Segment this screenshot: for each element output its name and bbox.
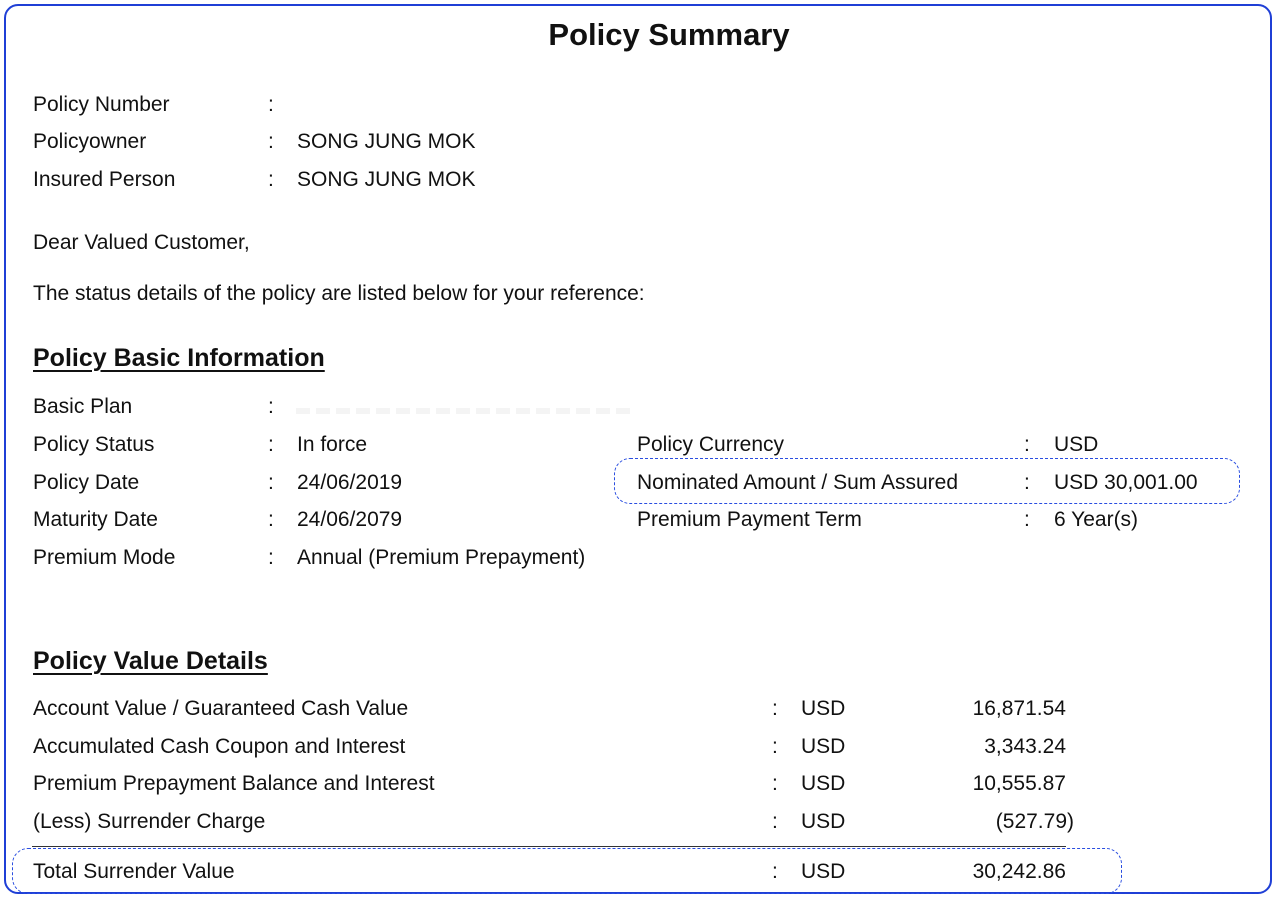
policy-currency-label: Policy Currency [637, 433, 785, 456]
cash-coupon-label: Accumulated Cash Coupon and Interest [33, 735, 406, 758]
greeting: Dear Valued Customer, [33, 231, 250, 254]
total-surrender-label: Total Surrender Value [33, 860, 235, 883]
surrender-charge-label: (Less) Surrender Charge [33, 810, 266, 833]
redacted-plan-name [296, 408, 636, 414]
policy-number-separator: : [268, 93, 274, 116]
maturity-date-value: 24/06/2079 [297, 508, 403, 531]
sum-assured-value: USD 30,001.00 [1054, 471, 1198, 494]
total-surrender-currency: USD [801, 860, 846, 883]
sum-assured-label: Nominated Amount / Sum Assured [637, 471, 958, 494]
policyowner-separator: : [268, 130, 274, 153]
basic-info-heading: Policy Basic Information [33, 344, 325, 372]
premium-payment-term-separator: : [1024, 508, 1030, 531]
cash-coupon-currency: USD [801, 735, 846, 758]
value-details-heading: Policy Value Details [33, 647, 268, 675]
cash-coupon-amount: 3,343.24 [984, 735, 1066, 758]
policy-currency-value: USD [1054, 433, 1099, 456]
intro-text: The status details of the policy are listed below for your reference: [33, 282, 645, 305]
premium-payment-term-label: Premium Payment Term [637, 508, 862, 531]
policy-date-label: Policy Date [33, 471, 140, 494]
policyowner-label: Policyowner [33, 130, 147, 153]
account-value-separator: : [772, 697, 778, 720]
account-value-amount: 16,871.54 [972, 697, 1066, 720]
basic-plan-separator: : [268, 395, 274, 418]
policy-date-separator: : [268, 471, 274, 494]
policy-status-label: Policy Status [33, 433, 155, 456]
policy-number-label: Policy Number [33, 93, 170, 116]
insured-person-value: SONG JUNG MOK [297, 168, 476, 191]
policy-currency-separator: : [1024, 433, 1030, 456]
policy-date-value: 24/06/2019 [297, 471, 403, 494]
policy-status-value: In force [297, 433, 368, 456]
surrender-charge-currency: USD [801, 810, 846, 833]
account-value-label: Account Value / Guaranteed Cash Value [33, 697, 409, 720]
premium-mode-value: Annual (Premium Prepayment) [297, 546, 586, 569]
policyowner-value: SONG JUNG MOK [297, 130, 476, 153]
page-title: Policy Summary [548, 17, 790, 52]
premium-mode-separator: : [268, 546, 274, 569]
prepayment-balance-label: Premium Prepayment Balance and Interest [33, 772, 435, 795]
cash-coupon-separator: : [772, 735, 778, 758]
policy-status-separator: : [268, 433, 274, 456]
prepayment-balance-separator: : [772, 772, 778, 795]
prepayment-balance-amount: 10,555.87 [972, 772, 1066, 795]
maturity-date-separator: : [268, 508, 274, 531]
insured-person-label: Insured Person [33, 168, 176, 191]
total-surrender-amount: 30,242.86 [972, 860, 1066, 883]
basic-plan-label: Basic Plan [33, 395, 133, 418]
account-value-currency: USD [801, 697, 846, 720]
prepayment-balance-currency: USD [801, 772, 846, 795]
premium-payment-term-value: 6 Year(s) [1054, 508, 1139, 531]
premium-mode-label: Premium Mode [33, 546, 176, 569]
surrender-charge-amount: (527.79) [995, 810, 1074, 833]
maturity-date-label: Maturity Date [33, 508, 158, 531]
sum-assured-separator: : [1024, 471, 1030, 494]
total-surrender-separator: : [772, 860, 778, 883]
surrender-charge-separator: : [772, 810, 778, 833]
total-divider [32, 846, 1066, 847]
insured-person-separator: : [268, 168, 274, 191]
